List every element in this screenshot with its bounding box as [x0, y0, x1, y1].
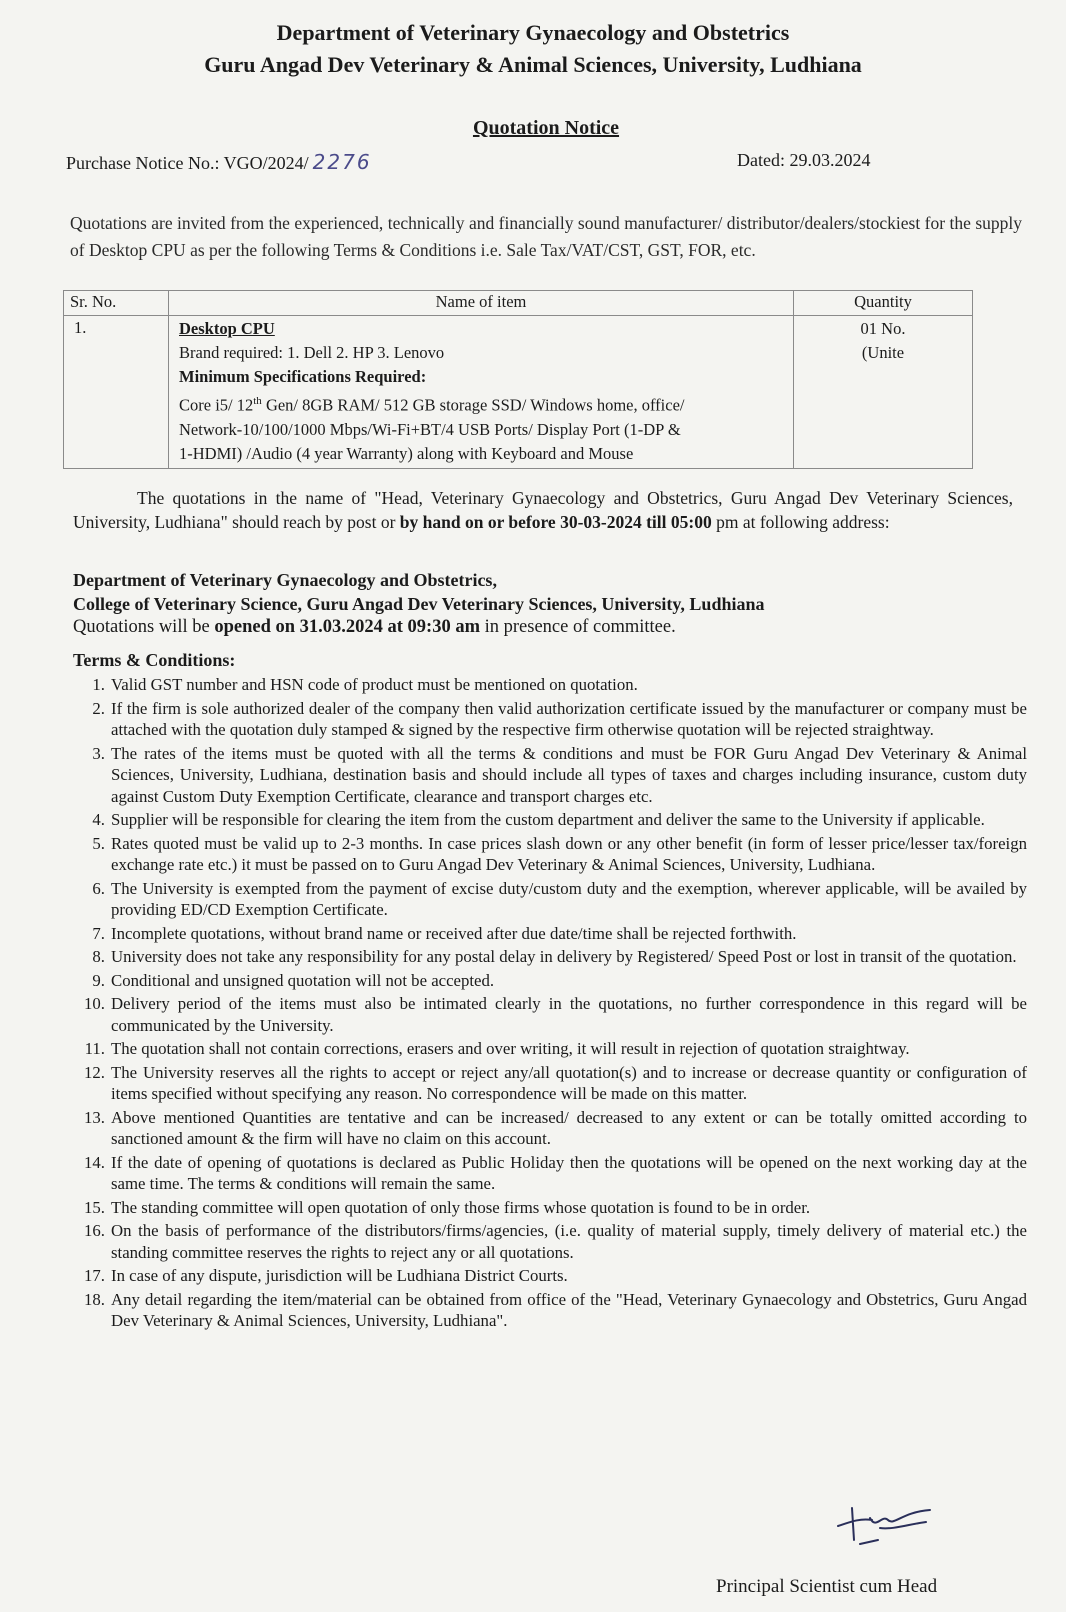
opening-prefix: Quotations will be	[73, 617, 215, 637]
term-text: The standing committee will open quotation of only those firms whose quotation is found to be in order.	[111, 1197, 811, 1217]
term-number: 3.	[92, 743, 105, 763]
notice-title: Quotation Notice	[472, 117, 620, 139]
list-item	[69, 946, 1027, 968]
address-line: Department of Veterinary Gynaecology and Obstetrics,	[73, 570, 497, 590]
department-heading: Department of Veterinary Gynaecology and Obstetrics	[276, 20, 790, 45]
list-item	[69, 674, 1027, 696]
list-item	[69, 970, 1027, 992]
quantity-value: 01 No.	[860, 319, 906, 338]
spec-line: Core i5/ 12th Gen/ 8GB RAM/ 512 GB storage SSD/ Windows home, office/	[179, 395, 685, 415]
purchase-notice-label: Purchase Notice No.: VGO/2024/	[66, 153, 309, 173]
term-text: The University is exempted from the payment of excise duty/custom duty and the exemption, wherever applicable, will be availed by providing ED/CD Exemption Certificate.	[111, 878, 1027, 919]
row-quantity	[794, 316, 973, 469]
term-number: 1.	[92, 675, 105, 694]
term-number: 17.	[84, 1266, 105, 1285]
list-item	[69, 809, 1027, 831]
term-number: 8.	[92, 947, 105, 966]
term-number: 13.	[84, 1107, 105, 1127]
submission-deadline: by hand on or before 30-03-2024 till 05:00	[399, 512, 712, 532]
university-heading: Guru Angad Dev Veterinary & Animal Sciences, University, Ludhiana	[204, 52, 862, 77]
opening-info	[73, 617, 676, 638]
header-item-name: Name of item	[169, 291, 794, 316]
submission-text-end: pm at following address:	[711, 512, 890, 532]
row-item-details	[169, 316, 794, 469]
terms-heading: Terms & Conditions:	[73, 650, 236, 670]
header-sr-no: Sr. No.	[64, 291, 169, 316]
term-text: Any detail regarding the item/material can be obtained from office of the "Head, Veterinary Gynaecology and Obstetrics, Guru Angad Dev Veterinary & Animal Sciences, University, Ludhiana".	[111, 1289, 1027, 1330]
row-sr-no: 1.	[64, 316, 169, 469]
list-item	[69, 1220, 1027, 1263]
term-number: 2.	[92, 698, 105, 718]
list-item	[69, 698, 1027, 741]
list-item	[69, 1062, 1027, 1105]
list-item	[69, 1265, 1027, 1287]
list-item	[69, 743, 1027, 808]
handwritten-signature	[830, 1500, 940, 1550]
table-row	[64, 316, 973, 469]
list-item	[69, 1038, 1027, 1060]
term-text: Valid GST number and HSN code of product must be mentioned on quotation.	[111, 675, 638, 694]
term-number: 16.	[84, 1221, 105, 1240]
intro-paragraph: Quotations are invited from the experienced, technically and financially sound manufacturer/ distributor/dealers/stockiest for the supply of Desktop CPU as per the following Terms & Conditions i.e. Sale Tax/VAT/CST, GST, FOR, etc.	[70, 213, 1022, 260]
term-text: University does not take any responsibility for any postal delay in delivery by Registered/ Speed Post or lost in transit of the quotation.	[111, 947, 1017, 966]
term-text: In case of any dispute, jurisdiction will be Ludhiana District Courts.	[111, 1266, 568, 1285]
term-text: If the firm is sole authorized dealer of the company then valid authorization certificate issued by the manufacturer or company must be attached with the quotation duly stamped & signed by the respective firm otherwise quotation will be rejected straightway.	[111, 698, 1027, 739]
term-text: The University reserves all the rights to accept or reject any/all quotation(s) and to increase or decrease quantity or configuration of items specified without specifying any reason. No correspondence will be made on this matter.	[111, 1062, 1027, 1103]
opening-suffix: in presence of committee.	[480, 617, 676, 637]
submission-paragraph	[73, 486, 1013, 534]
list-item	[69, 1197, 1027, 1219]
term-number: 14.	[84, 1152, 105, 1172]
term-text: Incomplete quotations, without brand name or received after due date/time shall be rejected forthwith.	[111, 923, 797, 943]
term-number: 5.	[92, 833, 105, 853]
term-text: If the date of opening of quotations is declared as Public Holiday then the quotations will be opened on the next working day at the same time. The terms & conditions will remain the same.	[111, 1152, 1027, 1193]
list-item	[69, 923, 1027, 945]
term-number: 18.	[84, 1289, 105, 1309]
list-item	[69, 833, 1027, 876]
term-text: Supplier will be responsible for clearing the item from the custom department and deliver the same to the University if applicable.	[111, 810, 985, 829]
term-number: 6.	[92, 878, 105, 898]
term-text: Above mentioned Quantities are tentative and can be increased/ decreased to any extent or can be totally omitted according to sanctioned amount & the firm will have no claim on this account.	[111, 1107, 1027, 1148]
term-text: Conditional and unsigned quotation will not be accepted.	[111, 970, 495, 990]
item-brand: Brand required: 1. Dell 2. HP 3. Lenovo	[179, 343, 445, 362]
list-item	[69, 1289, 1027, 1332]
spec-line: Network-10/100/1000 Mbps/Wi-Fi+BT/4 USB Ports/ Display Port (1-DP &	[179, 419, 681, 439]
address-line: College of Veterinary Science, Guru Angad Dev Veterinary Sciences, University, Ludhiana	[73, 594, 765, 614]
list-item	[69, 1152, 1027, 1195]
opening-date: opened on 31.03.2024 at 09:30 am	[214, 617, 480, 637]
signatory-title: Principal Scientist cum Head	[716, 1576, 938, 1597]
handwritten-notice-number: 2276	[312, 150, 372, 174]
term-number: 12.	[84, 1062, 105, 1082]
term-text: The rates of the items must be quoted with all the terms & conditions and must be FOR Guru Angad Dev Veterinary & Animal Sciences, University, Ludhiana, destination basis and should include all types of taxes and charges including insurance, custom duty against Custom Duty Exemption Certificate, clearance and transport charges etc.	[111, 743, 1027, 806]
terms-list	[69, 674, 1027, 1334]
header-quantity: Quantity	[794, 291, 973, 316]
term-number: 15.	[84, 1197, 105, 1217]
term-number: 4.	[92, 810, 105, 829]
quantity-unit: (Unite	[861, 343, 905, 362]
purchase-notice-number	[66, 150, 372, 174]
item-name: Desktop CPU	[179, 319, 275, 338]
items-table-header	[64, 291, 973, 316]
spec-line: 1-HDMI) /Audio (4 year Warranty) along with Keyboard and Mouse	[179, 443, 634, 463]
term-text: Rates quoted must be valid up to 2-3 months. In case prices slash down or any other benefit (in form of lesser price/lesser tax/foreign exchange rate etc.) it must be passed on to Guru Angad Dev Veterinary & Animal Sciences, University, Ludhiana.	[111, 833, 1027, 874]
term-number: 7.	[92, 923, 105, 943]
term-number: 10.	[84, 994, 105, 1013]
term-text: The quotation shall not contain corrections, erasers and over writing, it will result in rejection of quotation straightway.	[111, 1039, 910, 1058]
items-table	[63, 290, 973, 469]
submission-text: The quotations in the name of "Head, Veterinary Gynaecology and Obstetrics, Guru Angad Dev Veterinary Sciences, University, Ludhiana" should reach by post or	[73, 488, 1013, 532]
list-item	[69, 1107, 1027, 1150]
list-item	[69, 993, 1027, 1036]
spec-heading: Minimum Specifications Required:	[179, 367, 427, 386]
term-number: 9.	[92, 970, 105, 990]
list-item	[69, 878, 1027, 921]
term-number: 11.	[84, 1039, 105, 1058]
notice-date: Dated: 29.03.2024	[737, 150, 871, 170]
submission-address	[73, 568, 764, 616]
term-text: Delivery period of the items must also be intimated clearly in the quotations, no further correspondence in this regard will be communicated by the University.	[111, 994, 1027, 1035]
term-text: On the basis of performance of the distributors/firms/agencies, (i.e. quality of material supply, timely delivery of material etc.) the standing committee reserves the rights to reject any or all quotations.	[111, 1221, 1027, 1262]
